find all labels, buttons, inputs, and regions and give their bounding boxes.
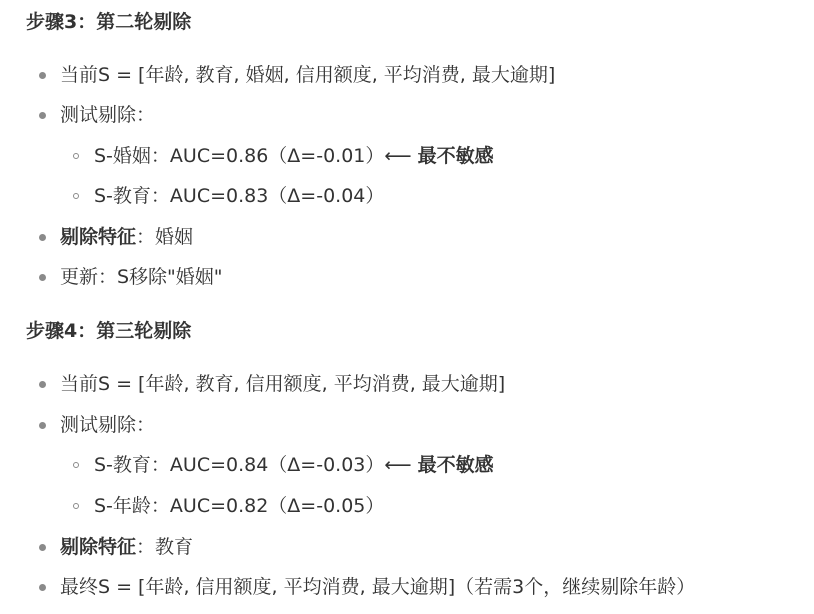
step4-heading: 步骤4：第三轮剔除: [26, 320, 192, 342]
bullet-dot: [39, 544, 46, 551]
step3-update: 更新：S移除"婚姻": [60, 266, 223, 288]
step4-test-item-1: [94, 453, 494, 477]
test-item-text: S-年龄：AUC=0.82（Δ=-0.05）: [94, 495, 385, 517]
step3-heading: 步骤3：第二轮剔除: [26, 11, 192, 33]
step3-test-item-1: [94, 144, 494, 168]
removed-feature-value: ：婚姻: [136, 226, 194, 248]
step4-current-set: 当前S = [年龄, 教育, 信用额度, 平均消费, 最大逾期]: [60, 373, 506, 395]
step3-removed-feature: [60, 225, 193, 249]
bullet-dot: [39, 112, 46, 119]
bullet-circle: [73, 462, 79, 468]
removed-feature-label: 剔除特征: [60, 536, 137, 558]
bullet-circle: [73, 153, 79, 159]
bullet-dot: [39, 72, 46, 79]
bullet-dot: [39, 584, 46, 591]
bullet-dot: [39, 274, 46, 281]
bullet-dot: [39, 422, 46, 429]
step4-removed-feature: [60, 535, 193, 559]
bullet-dot: [39, 234, 46, 241]
step3-current-set: 当前S = [年龄, 教育, 婚姻, 信用额度, 平均消费, 最大逾期]: [60, 64, 556, 86]
step4-test-item-2: [94, 494, 384, 518]
least-sensitive-note: 最不敏感: [417, 454, 494, 476]
least-sensitive-note: 最不敏感: [417, 145, 494, 167]
bullet-circle: [73, 503, 79, 509]
removed-feature-value: ：教育: [136, 536, 194, 558]
step4-final-set: 最终S = [年龄, 信用额度, 平均消费, 最大逾期]（若需3个，继续剔除年龄）: [60, 576, 696, 598]
test-item-text: S-婚姻：AUC=0.86（Δ=-0.01）⟵: [94, 145, 418, 167]
step4-test-label: 测试剔除：: [60, 414, 156, 436]
test-item-text: S-教育：AUC=0.84（Δ=-0.03）⟵: [94, 454, 418, 476]
removed-feature-label: 剔除特征: [60, 226, 137, 248]
bullet-circle: [73, 193, 79, 199]
step3-test-item-2: [94, 184, 384, 208]
test-item-text: S-教育：AUC=0.83（Δ=-0.04）: [94, 185, 385, 207]
step3-test-label: 测试剔除：: [60, 104, 156, 126]
bullet-dot: [39, 381, 46, 388]
